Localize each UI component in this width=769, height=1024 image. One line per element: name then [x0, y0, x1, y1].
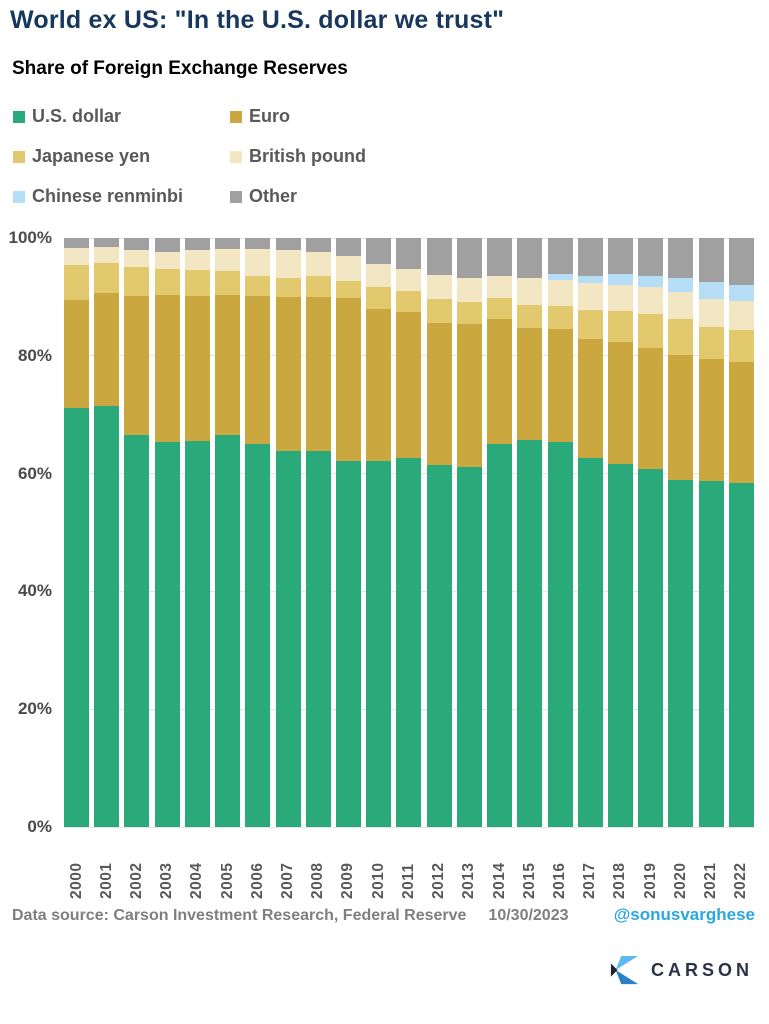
segment-pound — [578, 283, 603, 310]
legend-swatch-other-icon — [230, 191, 242, 203]
segment-pound — [517, 278, 542, 306]
segment-other — [668, 238, 693, 278]
bar-2003 — [155, 238, 180, 827]
segment-other — [336, 238, 361, 256]
segment-usd — [185, 441, 210, 827]
segment-other — [366, 238, 391, 264]
segment-other — [124, 238, 149, 250]
segment-usd — [276, 451, 301, 827]
x-axis-label: 2020 — [671, 862, 689, 899]
legend-item-usd — [13, 106, 230, 127]
segment-other — [276, 238, 301, 250]
bar-2004 — [185, 238, 210, 827]
segment-euro — [608, 342, 633, 464]
segment-euro — [517, 328, 542, 440]
x-axis-label: 2007 — [279, 862, 297, 899]
bar-2010 — [366, 238, 391, 827]
segment-other — [185, 238, 210, 250]
segment-pound — [64, 248, 89, 264]
segment-other — [396, 238, 421, 269]
segment-pound — [608, 285, 633, 311]
x-axis-label: 2003 — [158, 862, 176, 899]
bar-2012 — [427, 238, 452, 827]
segment-usd — [487, 444, 512, 827]
bar-2006 — [245, 238, 270, 827]
segment-pound — [729, 301, 754, 330]
segment-yen — [608, 311, 633, 342]
segment-yen — [336, 281, 361, 298]
carson-logo-icon — [610, 955, 640, 985]
segment-yen — [64, 265, 89, 301]
chart-subtitle: Share of Foreign Exchange Reserves — [12, 58, 348, 79]
segment-euro — [276, 297, 301, 451]
x-axis-label: 2018 — [611, 862, 629, 899]
legend-label: Other — [249, 186, 298, 206]
legend-label: U.S. dollar — [32, 106, 122, 126]
segment-euro — [396, 312, 421, 457]
segment-pound — [638, 287, 663, 314]
x-axis-label: 2005 — [218, 862, 236, 899]
twitter-handle: @sonusvarghese — [613, 905, 755, 924]
segment-pound — [457, 278, 482, 302]
segment-yen — [457, 302, 482, 324]
segment-yen — [578, 310, 603, 339]
bar-2002 — [124, 238, 149, 827]
plot-area — [64, 238, 754, 827]
segment-usd — [366, 461, 391, 827]
legend-swatch-pound-icon — [230, 151, 242, 163]
page-title: World ex US: "In the U.S. dollar we trust" — [10, 6, 505, 34]
y-axis-label: 100% — [8, 228, 52, 247]
segment-pound — [94, 247, 119, 263]
legend-swatch-cny-icon — [13, 191, 25, 203]
segment-yen — [366, 287, 391, 309]
x-axis-label: 2011 — [399, 863, 417, 899]
segment-usd — [699, 481, 724, 827]
legend-label: Japanese yen — [32, 146, 151, 166]
segment-other — [245, 238, 270, 249]
footer — [12, 905, 755, 925]
segment-yen — [276, 278, 301, 297]
segment-yen — [668, 319, 693, 354]
x-axis-label: 2019 — [641, 862, 659, 899]
segment-pound — [427, 275, 452, 299]
x-axis-label: 2004 — [188, 862, 206, 899]
segment-other — [729, 238, 754, 285]
segment-euro — [215, 295, 240, 436]
segment-yen — [548, 306, 573, 330]
segment-pound — [276, 250, 301, 278]
segment-yen — [517, 305, 542, 327]
bar-2005 — [215, 238, 240, 827]
segment-usd — [427, 465, 452, 827]
bar-2015 — [517, 238, 542, 827]
legend-swatch-yen-icon — [13, 151, 25, 163]
segment-usd — [517, 440, 542, 827]
bar-2019 — [638, 238, 663, 827]
x-axis-label: 2022 — [732, 862, 750, 899]
x-axis — [64, 833, 754, 899]
legend-item-euro — [230, 106, 366, 127]
x-axis-label: 2021 — [702, 862, 720, 899]
segment-pound — [668, 292, 693, 320]
legend-item-other — [230, 186, 366, 207]
y-axis-label: 80% — [17, 345, 52, 365]
segment-usd — [64, 408, 89, 827]
bar-2021 — [699, 238, 724, 827]
segment-usd — [396, 458, 421, 827]
segment-euro — [487, 319, 512, 444]
segment-other — [608, 238, 633, 274]
segment-usd — [336, 461, 361, 827]
legend-item-pound — [230, 146, 366, 167]
segment-cny — [608, 274, 633, 285]
x-axis-label: 2002 — [127, 862, 145, 899]
segment-euro — [94, 293, 119, 406]
legend-swatch-usd-icon — [13, 111, 25, 123]
x-axis-label: 2013 — [460, 862, 478, 899]
bar-2013 — [457, 238, 482, 827]
x-axis-label: 2012 — [430, 862, 448, 899]
segment-yen — [245, 276, 270, 297]
x-axis-label: 2006 — [248, 862, 266, 899]
segment-usd — [638, 469, 663, 827]
legend-label: Chinese renminbi — [32, 186, 184, 206]
segment-usd — [306, 451, 331, 827]
x-axis-label: 2016 — [551, 862, 568, 899]
legend-item-yen — [13, 146, 230, 167]
segment-other — [64, 238, 89, 248]
segment-usd — [729, 483, 754, 827]
legend-swatch-euro-icon — [230, 111, 242, 123]
segment-euro — [306, 297, 331, 451]
segment-yen — [396, 291, 421, 312]
segment-other — [306, 238, 331, 252]
segment-pound — [245, 249, 270, 276]
bar-2017 — [578, 238, 603, 827]
x-axis-label: 2008 — [309, 862, 327, 899]
carson-logo-text: CARSON — [650, 959, 753, 980]
segment-usd — [215, 435, 240, 827]
segment-euro — [548, 329, 573, 441]
segment-yen — [185, 270, 210, 295]
segment-cny — [638, 276, 663, 287]
segment-euro — [366, 309, 391, 461]
segment-yen — [94, 263, 119, 292]
segment-euro — [427, 323, 452, 465]
segment-usd — [457, 467, 482, 827]
segment-cny — [668, 278, 693, 292]
segment-other — [427, 238, 452, 275]
segment-cny — [699, 282, 724, 298]
bar-2009 — [336, 238, 361, 827]
segment-usd — [124, 435, 149, 827]
bar-2020 — [668, 238, 693, 827]
segment-other — [94, 238, 119, 247]
bar-2014 — [487, 238, 512, 827]
segment-other — [487, 238, 512, 276]
segment-euro — [668, 355, 693, 480]
legend-label: British pound — [249, 146, 366, 166]
segment-euro — [638, 348, 663, 469]
x-axis-label: 2001 — [97, 862, 115, 899]
carson-logo — [610, 955, 753, 985]
segment-usd — [578, 458, 603, 827]
segment-cny — [729, 285, 754, 301]
bar-2018 — [608, 238, 633, 827]
x-axis-label: 2015 — [520, 862, 538, 899]
x-axis-label: 2014 — [490, 862, 508, 899]
segment-pound — [306, 252, 331, 277]
segment-usd — [94, 406, 119, 827]
bar-2022 — [729, 238, 754, 827]
segment-yen — [215, 271, 240, 295]
segment-usd — [668, 480, 693, 827]
segment-pound — [124, 250, 149, 266]
segment-yen — [729, 330, 754, 362]
segment-other — [578, 238, 603, 276]
segment-pound — [215, 249, 240, 271]
segment-cny — [578, 276, 603, 283]
legend-item-cny — [13, 186, 230, 207]
segment-usd — [548, 442, 573, 827]
segment-other — [548, 238, 573, 274]
bar-2001 — [94, 238, 119, 827]
segment-other — [215, 238, 240, 249]
bar-2011 — [396, 238, 421, 827]
segment-euro — [578, 339, 603, 458]
segment-euro — [64, 300, 89, 408]
data-source-text: Data source: Carson Investment Research, Federal Reserve — [12, 907, 467, 924]
y-axis-label: 0% — [27, 817, 52, 836]
segment-other — [155, 238, 180, 252]
x-axis-label: 2009 — [339, 862, 357, 899]
segment-other — [699, 238, 724, 282]
segment-other — [638, 238, 663, 276]
footer-date: 10/30/2023 — [488, 907, 569, 924]
segment-pound — [548, 280, 573, 305]
segment-euro — [729, 362, 754, 483]
segment-euro — [124, 296, 149, 436]
x-axis-label: 2017 — [581, 862, 599, 899]
segment-pound — [185, 250, 210, 270]
x-axis-label: 2000 — [67, 862, 85, 899]
legend-label: Euro — [249, 106, 291, 126]
segment-pound — [487, 276, 512, 298]
segment-euro — [185, 296, 210, 441]
segment-usd — [608, 464, 633, 827]
y-axis-label: 60% — [17, 463, 52, 483]
segment-yen — [155, 269, 180, 295]
segment-pound — [366, 264, 391, 287]
segment-other — [457, 238, 482, 278]
x-axis-label: 2010 — [369, 862, 387, 899]
segment-yen — [487, 298, 512, 319]
segment-euro — [699, 359, 724, 480]
y-axis-label: 40% — [17, 581, 52, 601]
segment-euro — [457, 324, 482, 467]
segment-euro — [245, 296, 270, 443]
segment-euro — [336, 298, 361, 461]
segment-euro — [155, 295, 180, 442]
bar-2016 — [548, 238, 573, 827]
segment-yen — [427, 299, 452, 323]
segment-yen — [124, 267, 149, 296]
chart-legend — [13, 106, 366, 207]
segment-pound — [336, 256, 361, 281]
y-axis-label: 20% — [17, 699, 52, 719]
segment-pound — [699, 299, 724, 327]
segment-usd — [245, 444, 270, 827]
segment-yen — [306, 276, 331, 297]
segment-usd — [155, 442, 180, 827]
segment-other — [517, 238, 542, 277]
segment-yen — [699, 327, 724, 359]
segment-pound — [396, 269, 421, 291]
segment-yen — [638, 314, 663, 348]
segment-pound — [155, 252, 180, 268]
bar-2008 — [306, 238, 331, 827]
bar-2007 — [276, 238, 301, 827]
bar-series — [64, 238, 754, 827]
bar-2000 — [64, 238, 89, 827]
